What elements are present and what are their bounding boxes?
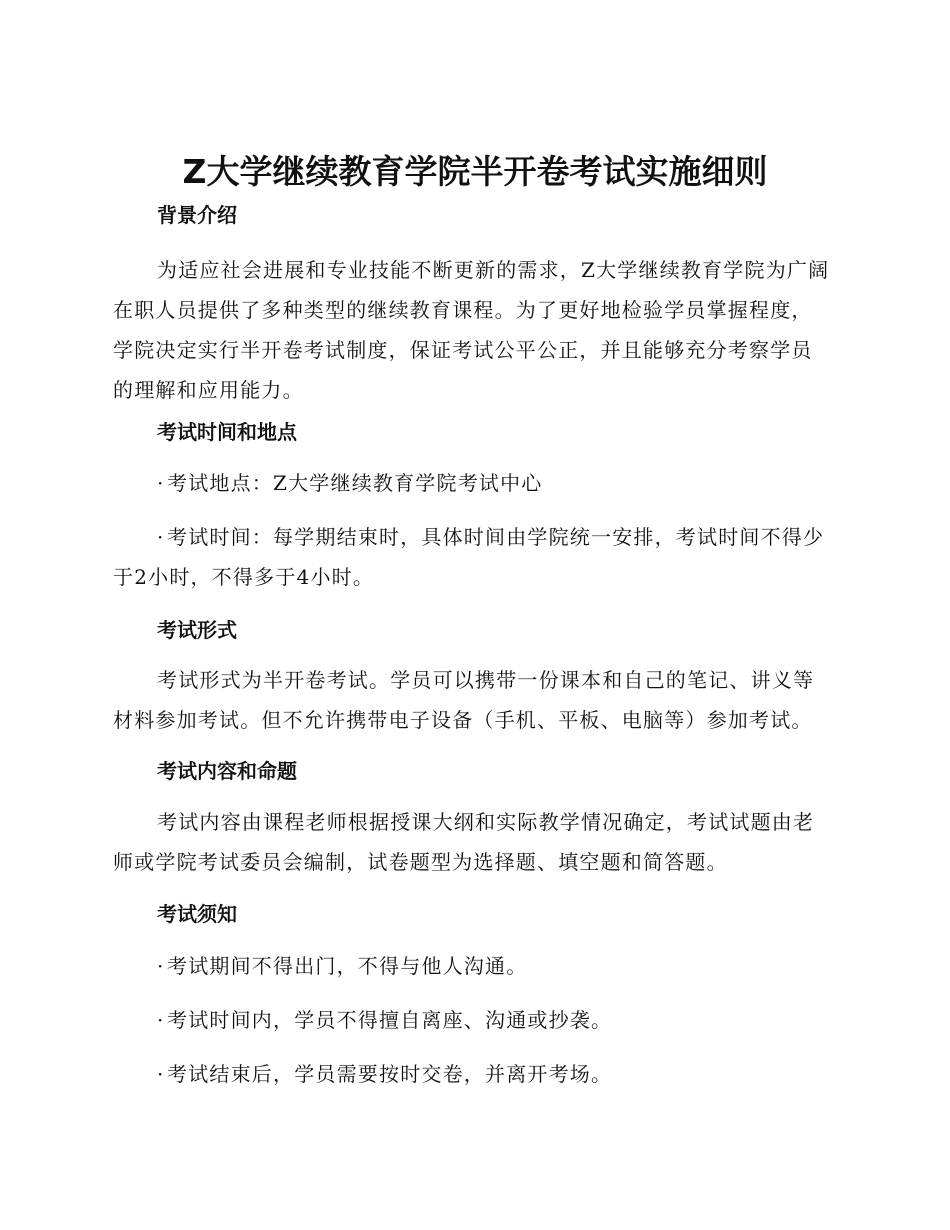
notice-bullet-1 (157, 946, 837, 986)
section-heading-time-place: 考试时间和地点 (157, 420, 297, 444)
bullet-dot: · (157, 1008, 165, 1032)
time-place-bullet-1 (157, 463, 837, 503)
format-paragraph: 考试形式为半开卷考试。学员可以携带一份课本和自己的笔记、讲义等材料参加考试。但不允许携带电子设备（手机、平板、电脑等）参加考试。 (113, 668, 815, 732)
bullet-dot: · (157, 1062, 165, 1086)
bullet-text: 考试期间不得出门，不得与他人沟通。 (167, 954, 528, 978)
section-heading-format: 考试形式 (157, 618, 237, 642)
bullet-dot: · (157, 954, 165, 978)
bullet-text: 考试时间内，学员不得擅自离座、沟通或抄袭。 (167, 1008, 613, 1032)
bullet-dot: · (157, 525, 165, 549)
bullet-dot: · (157, 471, 165, 495)
bullet-text: 考试结束后，学员需要按时交卷，并离开考场。 (167, 1062, 613, 1086)
section-heading-notice: 考试须知 (157, 902, 237, 926)
notice-bullet-3 (157, 1054, 837, 1094)
notice-bullet-2 (157, 1000, 837, 1040)
bullet-text: 考试地点：Z大学继续教育学院考试中心 (167, 471, 543, 495)
background-paragraph: 为适应社会进展和专业技能不断更新的需求，Z大学继续教育学院为广阔在职人员提供了多种类型的继续教育课程。为了更好地检验学员掌握程度，学院决定实行半开卷考试制度，保证考试公平公正，并且能够充分考察学员的理解和应用能力。 (113, 258, 830, 402)
document-title: Z大学继续教育学院半开卷考试实施细则 (182, 152, 768, 191)
section-heading-background: 背景介绍 (157, 203, 237, 227)
time-place-bullet-2 (113, 517, 833, 597)
section-heading-content: 考试内容和命题 (157, 759, 297, 783)
content-paragraph: 考试内容由课程老师根据授课大纲和实际教学情况确定，考试试题由老师或学院考试委员会编制，试卷题型为选择题、填空题和简答题。 (113, 810, 815, 874)
bullet-text: 考试时间：每学期结束时，具体时间由学院统一安排，考试时间不得少于2小时，不得多于4小时。 (113, 525, 825, 589)
